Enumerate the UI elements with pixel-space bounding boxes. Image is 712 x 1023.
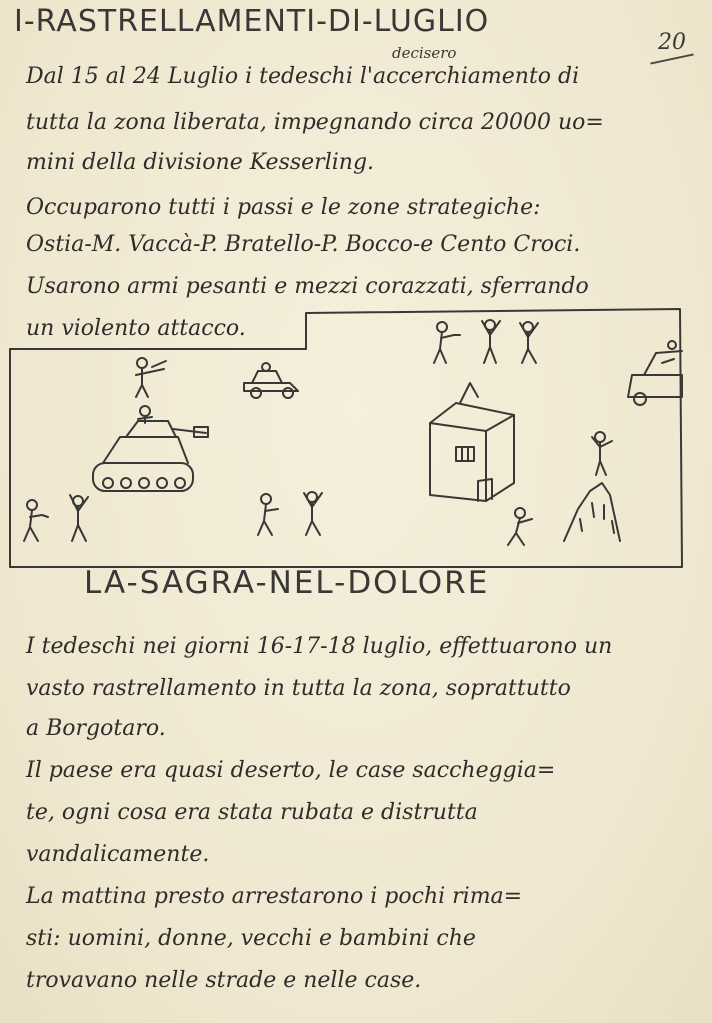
page-title: I-RASTRELLAMENTI-DI-LUGLIO [14,4,490,39]
text-line-15: sti: uomini, donne, vecchi e bambini che [26,926,476,951]
text-line-5: Ostia-M. Vaccà-P. Bratello-P. Bocco-e Cento Croci. [26,232,581,257]
soldier-figure-4 [258,494,278,535]
soldier-figure [136,358,166,397]
text-line-10: a Borgotaro. [26,716,166,741]
soldier-figure-2 [434,322,460,363]
page-number: 20 [658,30,686,55]
text-line-9: vasto rastrellamento in tutta la zona, soprattutto [26,676,571,701]
soldier-figure-3 [24,500,48,541]
hostage-figure-4 [304,492,322,535]
hostage-figure-1 [482,320,500,363]
text-line-12: te, ogni cosa era stata rubata e distrutta [26,800,478,825]
soldier-figure-5 [508,508,532,545]
section-title: LA-SAGRA-NEL-DOLORE [84,565,490,601]
text-line-1: Dal 15 al 24 Luglio i tedeschi l'accerchiamento di [26,64,580,89]
text-line-4: Occuparono tutti i passi e le zone strategiche: [26,195,541,220]
text-line-8: I tedeschi nei giorni 16-17-18 luglio, effettuarono un [26,634,613,659]
battle-illustration [8,305,686,570]
text-line-7: un violento attacco. [26,316,246,341]
text-line-11: Il paese era quasi deserto, le case saccheggia= [26,758,556,783]
house-drawing [430,383,514,501]
page-number-underline [650,53,693,64]
inserted-word: decisero [392,44,457,62]
tank-drawing [93,406,208,491]
hostage-figure-2 [520,322,538,363]
text-line-2: tutta la zona liberata, impegnando circa 20000 uo= [26,110,604,135]
hostage-figure-3 [70,495,88,541]
truck-drawing [628,341,682,405]
hill-drawing [564,432,620,541]
text-line-16: trovavano nelle strade e nelle case. [26,968,422,993]
text-line-3: mini della divisione Kesserling. [26,150,375,175]
text-line-13: vandalicamente. [26,842,210,867]
text-line-14: La mattina presto arrestarono i pochi rima= [26,884,523,909]
text-line-6: Usarono armi pesanti e mezzi corazzati, sferrando [26,274,589,299]
car-drawing [244,363,298,398]
